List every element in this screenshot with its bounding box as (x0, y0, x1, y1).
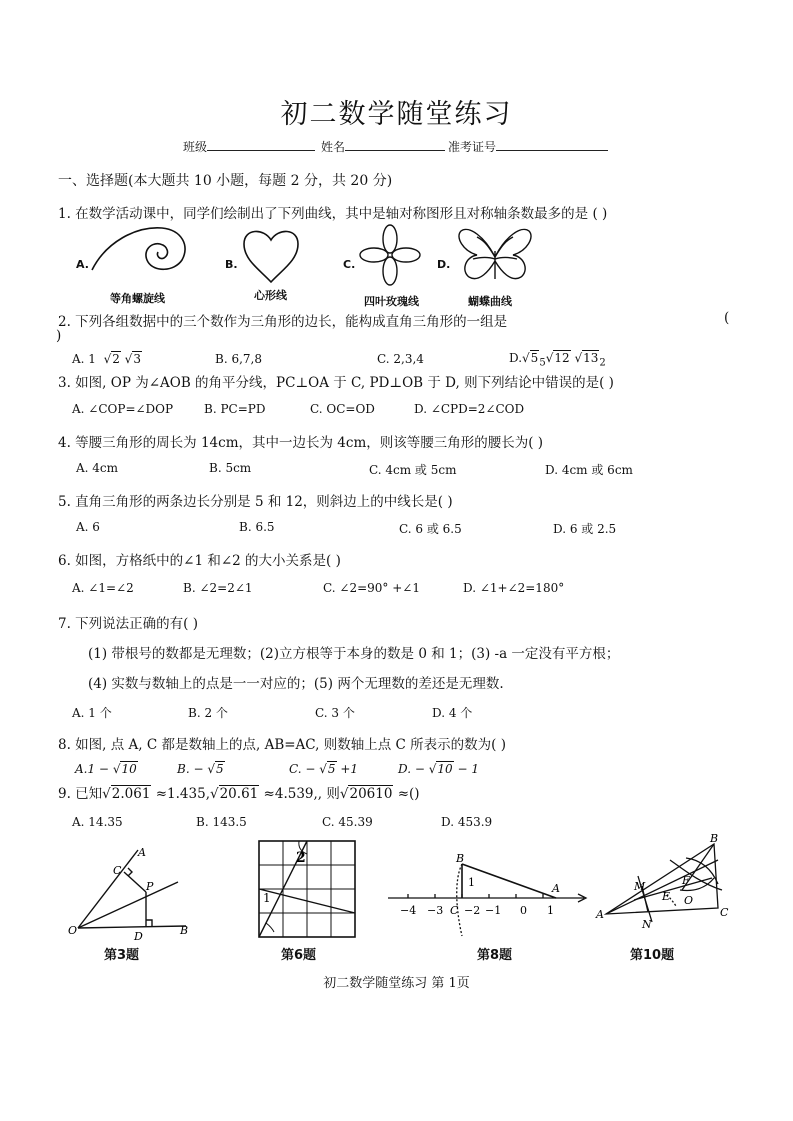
fig8-tick-neg3: −3 (427, 904, 444, 917)
q1-letter-d: D. (437, 258, 451, 271)
q9-prefix: 9. 已知 (58, 786, 103, 802)
q8-stem: 8. 如图, 点 A, C 都是数轴上的点, AB=AC, 则数轴上点 C 所表示的数为( ) (58, 737, 506, 753)
q2-option-d: $D.√5_5√12$ $√13_2$ (509, 351, 606, 369)
q2-option-c: C. 2,3,4 (377, 352, 424, 366)
fig3-caption: 第3题 (104, 948, 140, 963)
q9-stem: 9. 已知√2.061 ≈1.435,√20.61 ≈4.539,, 则√20610 ≈() (58, 786, 420, 802)
q2-d-prefix: D. (509, 351, 523, 365)
q8-d-prefix: D. − (398, 762, 429, 776)
q6-stem: 6. 如图，方格纸中的∠1 和∠2 的大小关系是( ) (58, 553, 341, 569)
fig8-label-c: C (450, 904, 459, 917)
q4-option-a: A. 4cm (76, 461, 119, 475)
heart-curve-figure (240, 226, 302, 284)
q3-option-c: C. OC=OD (310, 402, 375, 416)
q1-caption-c: 四叶玫瑰线 (364, 295, 419, 308)
fig10-label-b: B (710, 832, 719, 845)
fig8-tick-0: 0 (520, 904, 527, 917)
q2-d-sub1: 5 (539, 357, 546, 369)
page-title: 初二数学随堂练习 (280, 99, 513, 130)
figure-10-triangle-construction (594, 830, 734, 936)
q9-option-d: D. 453.9 (441, 815, 493, 829)
q4-option-d: D. 4cm 或 6cm (545, 463, 633, 477)
fig3-label-c: C (113, 864, 122, 877)
page-footer: 初二数学随堂练习 第 1页 (323, 976, 470, 991)
fig8-tick-1: 1 (547, 904, 554, 917)
fig10-label-c: C (720, 906, 729, 919)
q7-option-c: C. 3 个 (315, 706, 355, 720)
q1-stem: 1. 在数学活动课中，同学们绘制出了下列曲线，其中是轴对称图形且对称轴条数最多的是 ( ) (58, 206, 608, 222)
q7-option-d: D. 4 个 (432, 706, 473, 720)
q2-paren-open: ( (724, 310, 730, 326)
q1-letter-c: C. (343, 258, 356, 271)
q8-a-radicand: 10 (121, 762, 137, 776)
q2-d-radicand1: 5 (530, 351, 539, 365)
fig8-label-1: 1 (468, 876, 475, 889)
q9-radicand3: 20610 (349, 786, 393, 802)
fig3-label-d: D (134, 930, 143, 943)
q5-option-a: A. 6 (76, 520, 100, 534)
q2-stem: 2. 下列各组数据中的三个数作为三角形的边长，能构成直角三角形的一组是 (58, 314, 508, 330)
name-blank[interactable] (345, 138, 445, 151)
q8-b-radicand: 5 (215, 762, 224, 776)
q5-stem: 5. 直角三角形的两条边长分别是 5 和 12，则斜边上的中线长是( ) (58, 494, 453, 510)
q7-statement-line1: (1) 带根号的数都是无理数；(2)立方根等于本身的数是 0 和 1；(3) -a 一定没有平方根； (88, 646, 620, 662)
q7-statement-line2: (4) 实数与数轴上的点是一一对应的；(5) 两个无理数的差还是无理数. (88, 676, 504, 692)
fig6-caption: 第6题 (281, 948, 317, 963)
q2-d-radicand2: 12 (554, 351, 570, 365)
fig8-tick-neg4: −4 (400, 904, 417, 917)
fig3-label-o: O (68, 924, 78, 937)
q6-option-b: B. ∠2=2∠1 (183, 581, 253, 595)
fig8-caption: 第8题 (477, 948, 513, 963)
q9-option-b: B. 143.5 (196, 815, 247, 829)
q9-option-a: A. 14.35 (72, 815, 123, 829)
butterfly-curve-figure (455, 223, 535, 289)
q6-option-d: D. ∠1+∠2=180° (463, 581, 565, 595)
q4-stem: 4. 等腰三角形的周长为 14cm，其中一边长为 4cm，则该等腰三角形的腰长为( ) (58, 435, 544, 451)
fig10-label-f: F (682, 874, 690, 887)
q9-value2: ≈4.539,, 则 (259, 786, 340, 802)
q5-option-b: B. 6.5 (239, 520, 275, 534)
q9-radicand1: 2.061 (111, 786, 151, 802)
q7-stem: 7. 下列说法正确的有( ) (58, 616, 198, 632)
q7-option-b: B. 2 个 (188, 706, 228, 720)
q1-letter-b: B. (225, 258, 238, 271)
q6-option-a: A. ∠1=∠2 (72, 581, 134, 595)
fig8-tick-neg1: −1 (485, 904, 502, 917)
q7-option-a: A. 1 个 (72, 706, 112, 720)
fig8-tick-neg2: −2 (464, 904, 481, 917)
fig10-label-n: N (642, 918, 652, 931)
q2-a-prefix: A. 1 (72, 352, 96, 366)
q8-c-suffix: +1 (336, 762, 359, 776)
q9-option-c: C. 45.39 (322, 815, 373, 829)
q2-option-a: A. 1 √2 √3 (72, 352, 141, 366)
q1-caption-a: 等角螺旋线 (110, 292, 165, 305)
name-label: 姓名 (321, 140, 346, 154)
q8-c-radicand: 5 (327, 762, 336, 776)
fig6-label-1: 1 (263, 891, 271, 905)
q4-option-c: C. 4cm 或 5cm (369, 463, 457, 477)
exam-no-blank[interactable] (496, 138, 608, 151)
fig10-caption: 第10题 (630, 948, 675, 963)
q1-caption-b: 心形线 (254, 289, 287, 302)
section-heading: 一、选择题(本大题共 10 小题，每题 2 分，共 20 分) (58, 173, 393, 189)
q3-option-a: A. ∠COP=∠DOP (72, 402, 174, 416)
q3-option-d: D. ∠CPD=2∠COD (414, 402, 525, 416)
q5-option-c: C. 6 或 6.5 (399, 522, 462, 536)
fig3-label-a: A (138, 846, 146, 859)
q9-radicand2: 20.61 (219, 786, 259, 802)
q2-a-radicand1: 2 (112, 352, 120, 366)
class-blank[interactable] (207, 138, 315, 151)
q9-value3: ≈() (393, 786, 420, 802)
figure-3-angle-bisector (66, 842, 196, 942)
q1-caption-d: 蝴蝶曲线 (468, 295, 512, 308)
fig6-label-2: 2 (296, 850, 306, 866)
q6-option-c: C. ∠2=90° +∠1 (323, 581, 420, 595)
exam-no-label: 准考证号 (448, 140, 497, 154)
q2-option-b: B. 6,7,8 (215, 352, 262, 366)
fig3-label-p: P (146, 880, 154, 893)
fig8-label-b: B (456, 852, 465, 865)
fig3-label-b: B (180, 924, 189, 937)
q8-option-c: C. − √5 +1 (289, 762, 359, 776)
q5-option-d: D. 6 或 2.5 (553, 522, 617, 536)
class-label: 班级 (183, 140, 208, 154)
fig10-label-a: A (596, 908, 604, 921)
name-field (321, 138, 445, 155)
four-leaf-rose-figure (360, 222, 420, 292)
q8-d-radicand: 10 (437, 762, 453, 776)
q9-value1: ≈1.435, (151, 786, 210, 802)
q8-option-a: A.1 − √10 (75, 762, 137, 776)
q8-a-prefix: A.1 − (75, 762, 113, 776)
figure-8-number-line (384, 850, 594, 942)
figure-6-grid-angles (258, 840, 358, 940)
q8-b-prefix: B. − (177, 762, 208, 776)
spiral-curve-figure (88, 222, 193, 274)
fig10-label-e: E (662, 890, 671, 903)
q2-a-radicand2: 3 (133, 352, 141, 366)
q4-option-b: B. 5cm (209, 461, 252, 475)
q3-option-b: B. PC=PD (204, 402, 266, 416)
q1-letter-a: A. (76, 258, 89, 271)
q8-option-d: D. − √10 − 1 (398, 762, 479, 776)
class-field (183, 138, 315, 155)
q8-d-suffix: − 1 (453, 762, 479, 776)
fig8-label-a: A (552, 882, 560, 895)
q2-d-sub3: 2 (599, 357, 606, 369)
q8-c-prefix: C. − (289, 762, 320, 776)
exam-no-field (448, 138, 608, 155)
q8-option-b: B. − √5 (177, 762, 224, 776)
q2-paren-close: ) (56, 328, 62, 344)
q3-stem: 3. 如图, OP 为∠AOB 的角平分线，PC⊥OA 于 C, PD⊥OB 于 D, 则下列结论中错误的是( ) (58, 375, 614, 391)
fig10-label-m: M (634, 880, 646, 893)
q2-d-radicand3: 13 (583, 351, 599, 365)
fig10-label-o: O (684, 894, 694, 907)
